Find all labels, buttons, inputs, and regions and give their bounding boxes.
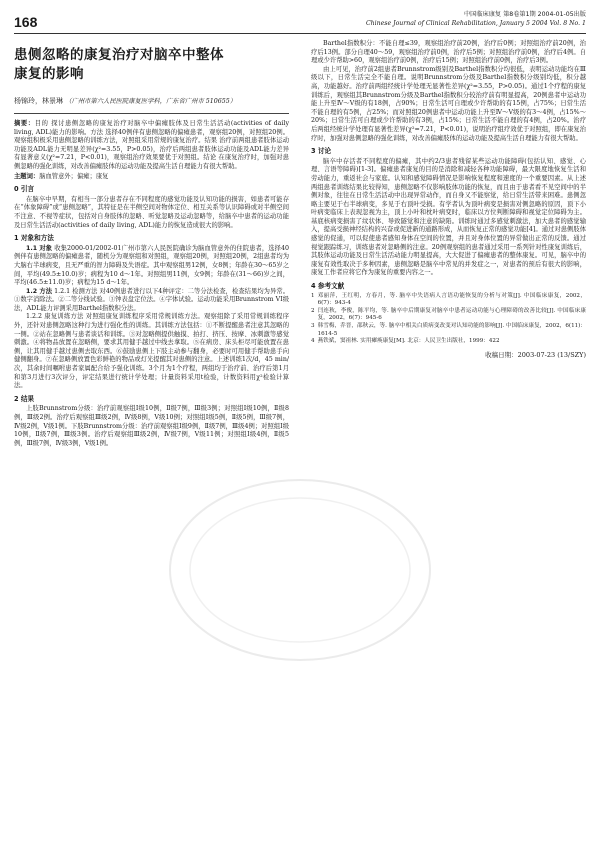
keywords bbox=[14, 173, 289, 182]
reference-index: 3 bbox=[311, 323, 315, 329]
page-number: 168 bbox=[14, 14, 38, 30]
section-heading-discussion: 3 讨论 bbox=[311, 147, 332, 156]
reference-list bbox=[311, 293, 586, 346]
author-names: 杨锦玲，林景琳 bbox=[14, 97, 63, 105]
left-column bbox=[14, 40, 289, 448]
right-column bbox=[311, 40, 586, 360]
received-date: 收稿日期：2003-07-23 (13/SZY) bbox=[485, 351, 586, 360]
reference-text: 韩雪梅，乔晋，邵秋云，等. 脑卒中相关白质病变改变对认知功能的影响[J]. 中国临床康复，2002，6(11)：1614-5 bbox=[317, 323, 586, 337]
section-heading-references: 4 参考文献 bbox=[311, 282, 345, 291]
reference-item bbox=[311, 338, 586, 346]
subjects-paragraph bbox=[14, 245, 289, 288]
journal-header bbox=[366, 10, 586, 28]
reference-text: 闫连秋，李俊，陈平均，等. 脑卒中后期康复对脑卒中患者运动功能与心理障碍的改善比较[J]. 中国临床康复，2002，6(7)：945-6 bbox=[317, 307, 586, 322]
reference-item bbox=[311, 293, 586, 308]
author-block bbox=[14, 96, 289, 107]
abstract-rule bbox=[14, 113, 289, 114]
reference-text: 邓丽萍，王红明，方春月，等. 脑卒中失语病人言语功能恢复的分析与对策[J]. 中国临床康复，2002，6(7)：943-4 bbox=[317, 292, 586, 307]
reference-item bbox=[311, 323, 586, 338]
article-title bbox=[14, 46, 289, 84]
abstract-label: 摘要： bbox=[14, 120, 35, 127]
results-paragraph-3: 由上可见，治疗前2组患者Brunnstrom级别及Barthel指数积分均很低，表明运动功能均在Ⅲ级以下，日常生活完全不能自理。说明Brunnstrom分级及Barthel指数积分级别均低，积分越高，功能越好。治疗前两组经统计学处理无显著性差异(χ²=3.55，P>0.05)。通过1个疗程的康复训练后，观察组其Brunnstrom分级及Barthel指数积分较治疗前有明显提高，20例患者中运动功能上升至Ⅳ～Ⅴ级的有18例，占90%；日常生活可自理或少许帮助的有15例，占75%；日常生活不能自理的有5例，占25%；而对照组20例患者中运动功能上升至Ⅳ～Ⅴ级的有3～4例，占15%～20%；日常生活可自理或少许帮助的有3例，占15%；日常生活不能自理的有4例，占20%。治疗后两组经统计学处理有显著性差异(χ²=7.21，P<0.01)，说明治疗组疗效优于对照组，即在康复治疗时，加强对患侧忽略的强化训练，对改善偏瘫肢体的运动功能及提高生活自理能力有很大帮助。 bbox=[311, 65, 586, 142]
subjects-text: 收集2000-01/2002-01广州市第六人民医院确诊为脑血管意外的住院患者，选择40例伴有患侧忽略的偏瘫患者，随机分为观察组和对照组，观察组20例，对照组20例，2组患者均为大脑右半球病变，且无严重的智力障碍及失语症。其中观察组男12例，女8例；年龄在30～65岁之间，平均(49.5±10.0)岁；病程为10 d～1年。对照组男11例，女9例；年龄在(31～66)岁之间，平均(46.5±11.0)岁；病程为15 d～1年。 bbox=[14, 244, 289, 287]
abstract bbox=[14, 120, 289, 172]
abstract-text: 目的 探讨患侧忽略的康复治疗对脑卒中偏瘫肢体及日常生活活动(activities of daily living, ADL)能力的影响。方法 选择40例伴有患侧忽略的偏瘫患者，观察组20例，对照组20例。观察组积极采用患侧忽略的训练方法，对照组采用常规的康复治疗。结果 治疗前两组患者肢体运动功能及ADL能力无明显差异(χ²=3.55，P>0.05)，治疗后两组患者肢体运动功能及ADL能力差异有显著意义(χ²=7.21，P<0.01)，观察组治疗效果要优于对照组。结论 在康复治疗时，加强对患侧忽略的强化训练，对改善偏瘫肢体的运动功能及提高生活自理能力有很大帮助。 bbox=[14, 120, 290, 170]
section-heading-intro: 0 引言 bbox=[14, 185, 35, 194]
header-rule bbox=[14, 33, 586, 34]
reference-index: 2 bbox=[311, 307, 315, 314]
article-title-line-1: 患侧忽略的康复治疗对脑卒中整体 bbox=[14, 47, 224, 63]
training-paragraph: 1.2.2 康复训练方法 对照组康复训练程序采用常规训练方法。观察组除了采用常规训练程序外，还针对患侧忽略这种行为进行强化性的训练。其训练方法包括：①不断提醒患者注意其忽略的一侧。②站在忽略侧与患者谈话和训练。③对忽略侧提供触摸、拍打、挤压、按摩、冰刺激等感觉刺激。④将物品放置在忽略侧，要求其用健手越过中线去拿取。⑤在病房、床头柜尽可能放置在患侧，让其用健手越过患侧去取东西。⑥鼓励患侧上下肢主动参与翻身，必要时可用健手帮助患手向健侧翻身。⑦在忽略侧放置色彩鲜艳的物品或灯光提醒其对患侧的注意。上述训练1次/d，45 min/次，其余时间嘱咐患者家属配合给予强化训练。3个月为1个疗程，两组均于治疗前、治疗后第1月和第3月进行3次评分，评定结果进行统计学处理；计量资料采用t检验，计数资料用χ²检验计算法。 bbox=[14, 313, 289, 390]
journal-title-en: Chinese Journal of Clinical Rehabilitation, January 5 2004 Vol. 8 No. 1 bbox=[365, 20, 586, 27]
discussion-paragraph: 脑卒中存活者不同程度的偏瘫，其中约2/3患者残留某些运动功能障碍(包括认知、感觉、心理、言语等障碍)[1-3]。偏瘫患者康复的目的是消除和减轻各种功能障碍，最大限度地恢复生活和劳动能力，重返社会与家庭。认知和感觉障碍情况是影响恢复程度和速度的一个重要因素。从上述两组患者训练结果比较得知，患侧忽略不仅影响肢体功能的恢复，而且由于患者看不见空间中的半侧对象，往往在日常生活活动中出现异常动作，而自身又不能察觉，给日常生活带来困难。患侧忽略主要见于右半球病变，多见于右顶叶受损。有学者认为顶叶病变是损害对侧忽略的原因，顶下小叶病变临床上表现忽视为主，顶上小叶和枕叶病变时，临床以方位判断障碍和视觉定位障碍为主。基底核病变损害了纹状体、导致隧觉和注意的缺陷。训练时通过多感觉刺激法，加大患者的感觉输入，提高受损神经结构的兴奋或促进新的通路形成，从而恢复正常的感觉功能[4]。通过对患侧肢体感觉的促通，可以促使患者感知身体在空间的位置，并且对身体位置的异常做出正常的反馈。通过视觉跟踪练习，训练患者对忽略侧的注意。20例观察组的患者通过采用一系列针对性康复训练后，其肢体运动功能及日常生活活动能力明显提高，大大促进了偏瘫患者的整体康复。可见，脑卒中的康复有效性取决于多种因素，患侧忽略是脑卒中常见的并发症之一，对患者的预后有很大的影响，康复工作者应将它作为康复的重要内容之一。 bbox=[311, 157, 586, 277]
keywords-text: 脑血管意外；偏瘫；康复 bbox=[39, 172, 109, 180]
reference-text: 燕铁斌，窦祖林. 实用瘫痪康复[M]. 北京：人民卫生出版社，1999：422 bbox=[317, 338, 500, 345]
section-heading-methods: 1 对象和方法 bbox=[14, 234, 54, 243]
journal-title-cn: 中国临床康复 第8卷第1期 2004-01-05出版 bbox=[463, 11, 586, 18]
results-paragraph-2: Barthel指数积分：不能自理≤39，观察组治疗前20例，治疗后0例；对照组治疗前20例，治疗后13例。部分自理40～59，观察组治疗前0例，治疗后5例；对照组治疗前0例，治疗后4例。自理或少许帮助>60，观察组治疗前0例，治疗后15例；对照组治疗前0例，治疗后3例。 bbox=[311, 40, 586, 65]
reference-index: 4 bbox=[311, 338, 315, 345]
reference-index: 1 bbox=[311, 292, 315, 299]
author-affiliation: （广州市第六人民医院康复医学科，广东省广州市 510655） bbox=[65, 98, 237, 105]
watermark-graphic bbox=[150, 460, 450, 680]
keywords-label: 主题词： bbox=[14, 172, 40, 180]
methods-sub-heading: 1.2 方法 bbox=[26, 287, 53, 295]
watermark-stamp bbox=[150, 460, 450, 680]
article-title-line-2: 康复的影响 bbox=[14, 66, 84, 82]
subjects-heading: 1.1 对象 bbox=[26, 244, 53, 252]
intro-paragraph: 在脑卒中早期，有相当一部分患者存在不同程度的感觉功能及认知功能的损害，如患者可能存在“体象障碍”或“患侧忽略”，其特征是在半侧空间对物体定位、相互关系等认识障碍或对半侧空间不注意、不视等症状，包括对自身肢体的忽略、听觉忽略及运动忽略等，给脑卒中患者的运动功能及日常生活活动(activities of daily living, ADL)能力的恢复造成很大的影响。 bbox=[14, 195, 289, 229]
methods-paragraph bbox=[14, 288, 289, 314]
reference-item bbox=[311, 308, 586, 323]
methods-text: 1.2.1 检测方法 对40例患者进行以下4种评定：二等分法检查，检查结果均为异常。①数字消除法。②二等分线试验。③钟表盘定位法。④字体试验。运动功能采用Brunnstrom VI级法，ADL能力评测采用Barthel指数积分法。 bbox=[14, 287, 289, 312]
results-paragraph-1: 上肢Brunnstrom分级：治疗前观察组Ⅰ级10例，Ⅱ级7例，Ⅲ级3例；对照组Ⅰ级10例，Ⅱ级8例，Ⅲ级2例。治疗后观察组Ⅲ级2例，Ⅳ级8例，Ⅴ级10例；对照组Ⅰ级5例，Ⅱ级5例，Ⅲ级7例，Ⅳ级2例，Ⅴ级1例。下肢Brunnstrom分级：治疗前观察组Ⅰ级9例，Ⅱ级7例，Ⅲ级4例；对照组Ⅰ级10例，Ⅱ级7例，Ⅲ级3例。治疗后观察组Ⅲ级2例，Ⅳ级7例，Ⅴ级11例；对照组Ⅰ级4例，Ⅱ级5例，Ⅲ级7例，Ⅳ级3例，Ⅴ级1例。 bbox=[14, 405, 289, 447]
section-heading-results: 2 结果 bbox=[14, 394, 35, 403]
